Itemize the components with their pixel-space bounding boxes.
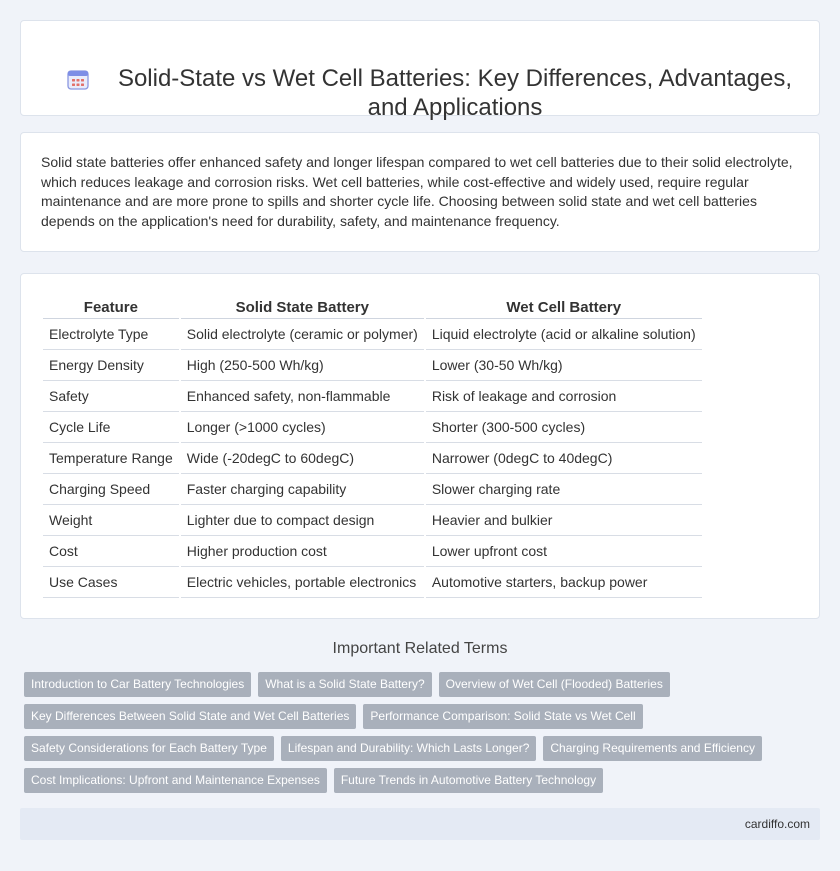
table-row <box>43 536 702 567</box>
related-term-tag[interactable]: Cost Implications: Upfront and Maintenance Expenses <box>24 768 327 793</box>
column-header: Feature <box>43 294 179 319</box>
calendar-icon <box>67 68 89 90</box>
table-cell: Cost <box>43 536 179 567</box>
table-cell: Charging Speed <box>43 474 179 505</box>
table-row <box>43 505 702 536</box>
table-header-row <box>43 294 702 319</box>
table-cell: Lower upfront cost <box>426 536 702 567</box>
table-cell: Solid electrolyte (ceramic or polymer) <box>181 319 424 350</box>
table-row <box>43 474 702 505</box>
related-term-tag[interactable]: Key Differences Between Solid State and Wet Cell Batteries <box>24 704 356 729</box>
related-term-tag[interactable]: Lifespan and Durability: Which Lasts Longer? <box>281 736 536 761</box>
table-cell: Heavier and bulkier <box>426 505 702 536</box>
related-terms-title: Important Related Terms <box>332 640 508 657</box>
table-cell: Automotive starters, backup power <box>426 567 702 598</box>
column-header: Wet Cell Battery <box>426 294 702 319</box>
table-cell: Lighter due to compact design <box>181 505 424 536</box>
related-term-tag[interactable]: Safety Considerations for Each Battery Type <box>24 736 274 761</box>
summary-text: Solid state batteries offer enhanced safety and longer lifespan compared to wet cell batteries due to their solid electrolyte, which reduces leakage and corrosion risks. Wet cell batteries, while cost-effective and widely used, require regular maintenance and are more prone to spills and shorter cycle life. Choosing between solid state and wet cell batteries depends on the application's need for durability, safety, and maintenance frequency. <box>41 154 793 229</box>
related-term-tag[interactable]: Charging Requirements and Efficiency <box>543 736 762 761</box>
tag-row <box>24 672 824 697</box>
table-cell: Risk of leakage and corrosion <box>426 381 702 412</box>
table-cell: Electric vehicles, portable electronics <box>181 567 424 598</box>
table-row <box>43 381 702 412</box>
table-cell: Shorter (300-500 cycles) <box>426 412 702 443</box>
table-row <box>43 350 702 381</box>
table-cell: Use Cases <box>43 567 179 598</box>
related-term-tag[interactable]: Future Trends in Automotive Battery Technology <box>334 768 603 793</box>
table-cell: High (250-500 Wh/kg) <box>181 350 424 381</box>
tag-row <box>24 736 824 761</box>
table-cell: Enhanced safety, non-flammable <box>181 381 424 412</box>
summary-card <box>20 132 820 252</box>
table-cell: Liquid electrolyte (acid or alkaline solution) <box>426 319 702 350</box>
related-term-tag[interactable]: Performance Comparison: Solid State vs Wet Cell <box>363 704 642 729</box>
table-cell: Temperature Range <box>43 443 179 474</box>
column-header: Solid State Battery <box>181 294 424 319</box>
table-row <box>43 412 702 443</box>
related-term-tag[interactable]: Introduction to Car Battery Technologies <box>24 672 251 697</box>
table-cell: Higher production cost <box>181 536 424 567</box>
table-cell: Safety <box>43 381 179 412</box>
table-row <box>43 443 702 474</box>
footer-site[interactable]: cardiffo.com <box>744 817 810 831</box>
comparison-table-card <box>20 273 820 619</box>
table-row <box>43 319 702 350</box>
table-cell: Energy Density <box>43 350 179 381</box>
table-cell: Weight <box>43 505 179 536</box>
related-term-tag[interactable]: Overview of Wet Cell (Flooded) Batteries <box>439 672 670 697</box>
table-cell: Longer (>1000 cycles) <box>181 412 424 443</box>
comparison-table <box>41 294 704 598</box>
tag-row <box>24 768 824 793</box>
table-cell: Narrower (0degC to 40degC) <box>426 443 702 474</box>
title-card <box>20 20 820 121</box>
page-title: Solid-State vs Wet Cell Batteries: Key Differences, Advantages, and Applications <box>117 65 793 121</box>
table-cell: Faster charging capability <box>181 474 424 505</box>
footer <box>20 808 820 840</box>
table-cell: Slower charging rate <box>426 474 702 505</box>
table-cell: Lower (30-50 Wh/kg) <box>426 350 702 381</box>
table-row <box>43 567 702 598</box>
table-cell: Wide (-20degC to 60degC) <box>181 443 424 474</box>
related-term-tag[interactable]: What is a Solid State Battery? <box>258 672 431 697</box>
related-terms-list <box>24 672 824 800</box>
table-cell: Cycle Life <box>43 412 179 443</box>
table-cell: Electrolyte Type <box>43 319 179 350</box>
tag-row <box>24 704 824 729</box>
